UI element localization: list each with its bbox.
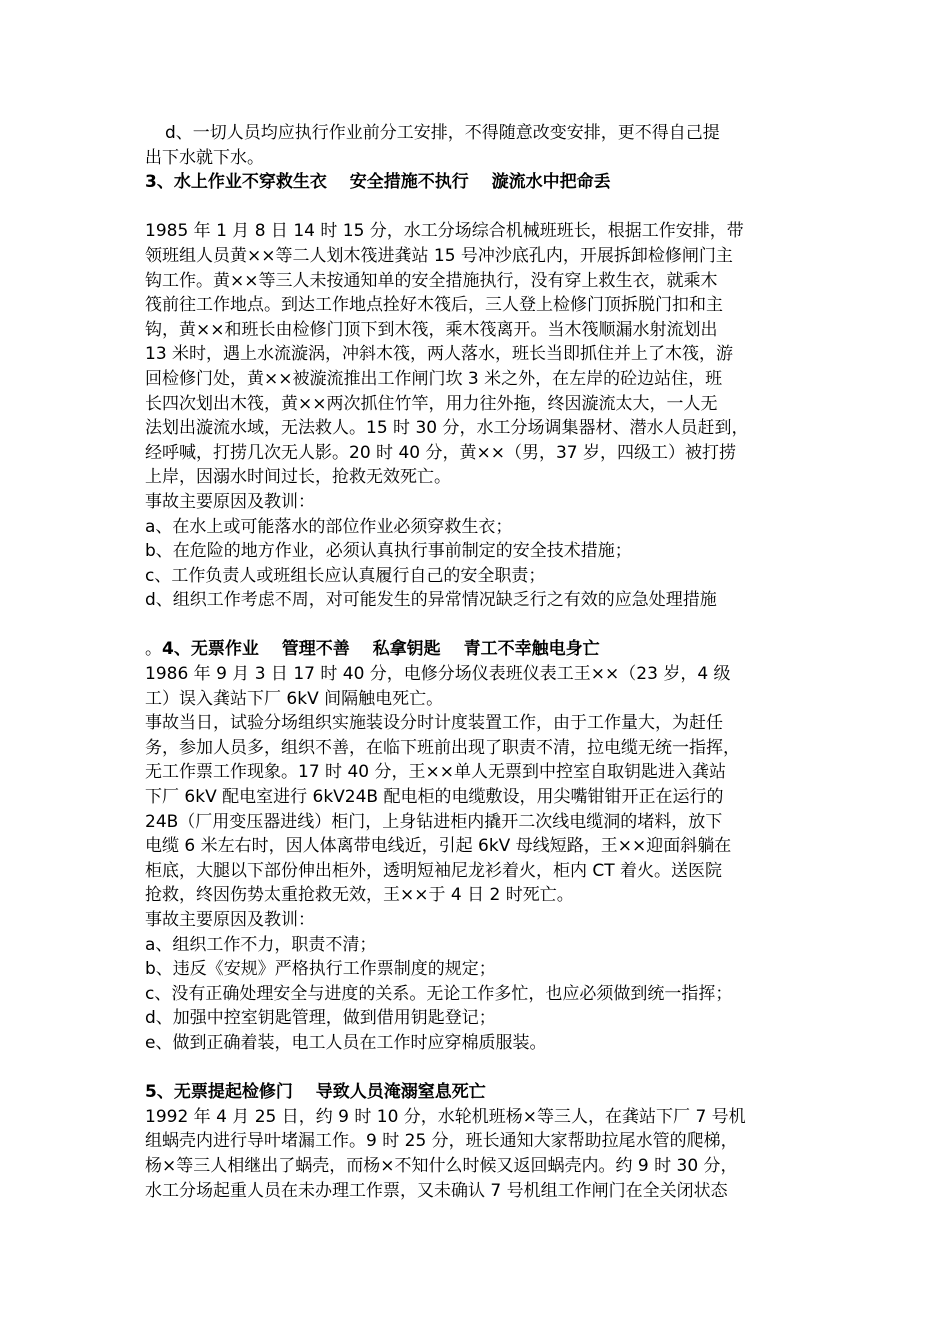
paragraph-line: 经呼喊，打捞几次无人影。20 时 40 分，黄××（男，37 岁，四级工）被打捞 <box>145 442 736 463</box>
paragraph-line: 上岸，因溺水时间过长，抢救无效死亡。 <box>145 467 451 488</box>
paragraph-line: 组蜗壳内进行导叶堵漏工作。9 时 25 分，班长通知大家帮助拉尾水管的爬梯， <box>145 1131 738 1152</box>
lesson-item: a、组织工作不力，职责不清； <box>145 934 377 955</box>
lesson-item: c、工作负责人或班组长应认真履行自己的安全职责； <box>145 565 546 586</box>
lesson-item: e、做到正确着装，电工人员在工作时应穿棉质服装。 <box>145 1032 547 1053</box>
paragraph-line: 领班组人员黄××等二人划木筏进龚站 15 号冲沙底孔内，开展拆卸检修闸门主 <box>145 245 733 266</box>
paragraph-line: 事故当日，试验分场组织实施装设分时计度装置工作，由于工作量大，为赶任 <box>145 713 723 734</box>
paragraph-line: 抢救，终因伤势太重抢救无效，王××于 4 日 2 时死亡。 <box>145 885 574 906</box>
blank-line <box>145 1056 810 1081</box>
paragraph-line: 1992 年 4 月 25 日，约 9 时 10 分，水轮机班杨×等三人，在龚站下厂 7 号机 <box>145 1106 746 1127</box>
paragraph-line: 钩，黄××和班长由检修门顶下到木筏，乘木筏离开。当木筏顺漏水射流划出 <box>145 319 718 340</box>
paragraph-line: 1986 年 9 月 3 日 17 时 40 分，电修分场仪表班仪表工王××（23 岁，4 级 <box>145 664 731 685</box>
paragraph-line: 回检修门处，黄××被漩流推出工作闸门坎 3 米之外，在左岸的砼边站住，班 <box>145 368 723 389</box>
lesson-item: d、组织工作考虑不周，对可能发生的异常情况缺乏行之有效的应急处理措施 <box>145 590 717 611</box>
paragraph-line: 出下水就下水。 <box>145 147 264 168</box>
blank-line <box>145 613 810 638</box>
paragraph-line: d、一切人员均应执行作业前分工安排，不得随意改变安排，更不得自己提 <box>165 123 720 143</box>
paragraph-line: 13 米时，遇上水流漩涡，冲斜木筏，两人落水，班长当即抓住并上了木筏，游 <box>145 344 734 365</box>
section-heading-4-line <box>145 637 810 662</box>
paragraph-line: 务，参加人员多，组织不善，在临下班前出现了职责不清，拉电缆无统一指挥， <box>145 737 740 758</box>
lesson-item: c、没有正确处理安全与进度的关系。无论工作多忙，也应必须做到统一指挥； <box>145 983 733 1004</box>
paragraph-line: 柜底，大腿以下部份伸出柜外，透明短袖尼龙衫着火，柜内 CT 着火。送医院 <box>145 860 723 881</box>
section-heading-4: 4、无票作业 管理不善 私拿钥匙 青工不幸触电身亡 <box>162 639 600 660</box>
paragraph-line: 法划出漩流水域，无法救人。15 时 30 分，水工分场调集器材、潜水人员赶到， <box>145 418 749 439</box>
paragraph-line: 杨×等三人相继出了蜗壳，而杨×不知什么时候又返回蜗壳内。约 9 时 30 分， <box>145 1155 738 1176</box>
paragraph-line: 长四次划出木筏，黄××两次抓住竹竿，用力往外拖，终因漩流太大，一人无 <box>145 393 718 414</box>
paragraph-line: 1985 年 1 月 8 日 14 时 15 分，水工分场综合机械班班长，根据工作安排，带 <box>145 221 744 242</box>
section-5-body <box>145 1105 810 1203</box>
paragraph-line: 下厂 6kV 配电室进行 6kV24B 配电柜的电缆敷设，用尖嘴钳钳开正在运行的 <box>145 787 724 808</box>
lessons-title: 事故主要原因及教训： <box>145 491 315 512</box>
lesson-item: b、在危险的地方作业，必须认真执行事前制定的安全技术措施； <box>145 541 632 562</box>
heading-prefix-punct: 。 <box>145 639 162 660</box>
paragraph-line: 工）误入龚站下厂 6kV 间隔触电死亡。 <box>145 688 444 709</box>
lesson-item: d、加强中控室钥匙管理，做到借用钥匙登记； <box>145 1008 496 1029</box>
document-page <box>145 121 810 1203</box>
paragraph-line: 筏前往工作地点。到达工作地点拴好木筏后，三人登上检修门顶拆脱门扣和主 <box>145 295 723 316</box>
paragraph-line: 水工分场起重人员在未办理工作票，又未确认 7 号机组工作闸门在全关闭状态 <box>145 1180 728 1201</box>
blank-line <box>145 195 810 220</box>
paragraph-line: 电缆 6 米左右时，因人体离带电线近，引起 6kV 母线短路，王××迎面斜躺在 <box>145 836 732 857</box>
section-heading-3: 3、水上作业不穿救生衣 安全措施不执行 漩流水中把命丢 <box>145 172 611 193</box>
section-3-body <box>145 219 810 490</box>
paragraph-line: 无工作票工作现象。17 时 40 分，王××单人无票到中控室自取钥匙进入龚站 <box>145 762 726 783</box>
lesson-item: b、违反《安规》严格执行工作票制度的规定； <box>145 959 496 980</box>
section-4-body <box>145 662 810 908</box>
section-heading-5: 5、无票提起检修门 导致人员淹溺窒息死亡 <box>145 1082 486 1103</box>
lessons-title: 事故主要原因及教训： <box>145 910 315 930</box>
paragraph-line: 24B（厂用变压器进线）柜门，上身钻进柜内撬开二次线电缆洞的堵料，放下 <box>145 811 723 832</box>
paragraph-line: 钩工作。黄××等三人未按通知单的安全措施执行，没有穿上救生衣，就乘木 <box>145 270 718 291</box>
lesson-item: a、在水上或可能落水的部位作业必须穿救生衣； <box>145 516 513 537</box>
